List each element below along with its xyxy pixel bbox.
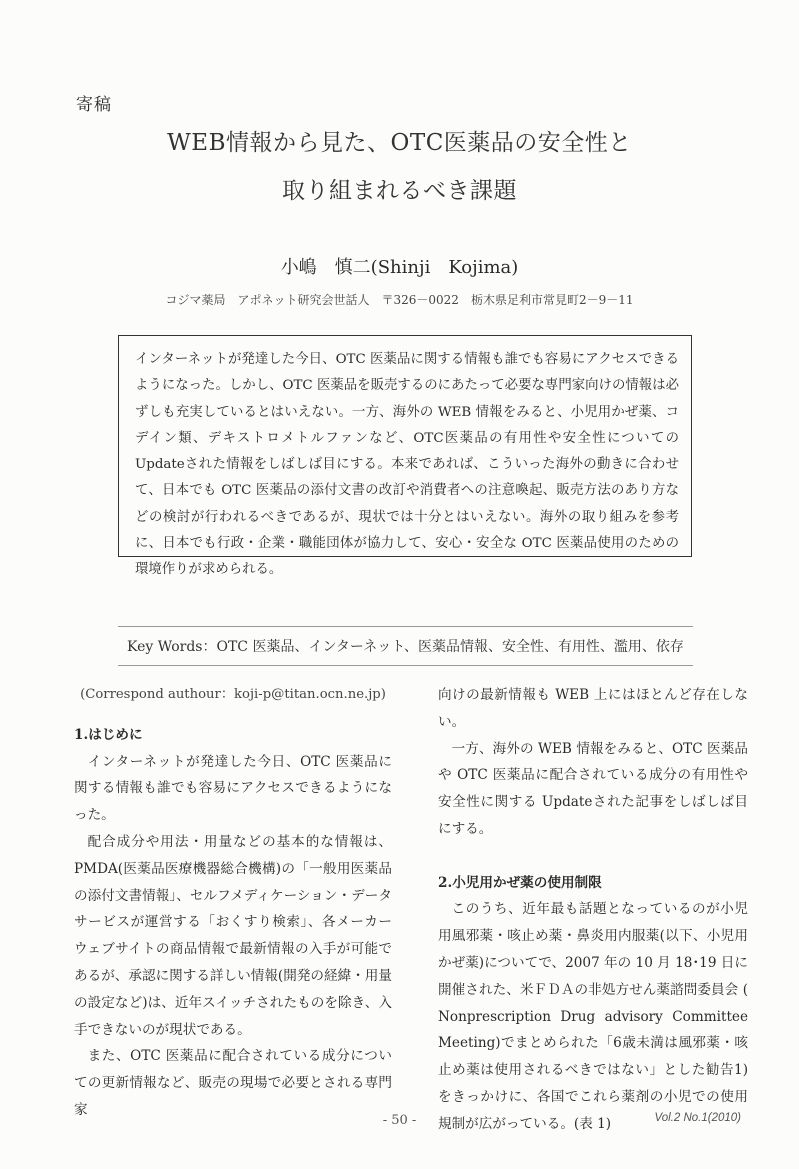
left-column: [74, 682, 392, 1124]
paragraph: 向けの最新情報も WEB 上にはほとんど存在しない。: [438, 687, 748, 730]
paragraph: また、OTC 医薬品に配合されている成分についての更新情報など、販売の現場で必要とされる専門家: [74, 1048, 392, 1118]
paragraph: 配合成分や用法・用量などの基本的な情報は、PMDA(医薬品医療機器総合機構)の「一般用医薬品の添付文書情報」、セルフメディケーション・データサービスが運営する「おくすり検索」、各メーカーウェブサイトの商品情報で最新情報の入手が可能であるが、承認に関する詳しい情報(開発の経緯・用量の設定など)は、近年スイッチされたものを除き、入手できないのが現状である。: [74, 833, 392, 1038]
abstract-box: [118, 335, 692, 578]
paragraph: インターネットが発達した今日、OTC 医薬品に関する情報も誰でも容易にアクセスできるようになった。: [74, 753, 392, 824]
keywords-bottom-rule: [118, 665, 693, 666]
keywords: Key Words：OTC 医薬品、インターネット、医薬品情報、安全性、有用性、濫用、依存: [127, 639, 684, 655]
article-title-line2: 取り組まれるべき課題: [282, 178, 517, 204]
paragraph: 一方、海外の WEB 情報をみると、OTC 医薬品や OTC 医薬品に配合されている成分の有用性や安全性に関する Updateされた記事をしばしば目にする。: [438, 740, 748, 837]
section-heading-pediatric-cold-medicine: 2.小児用かぜ薬の使用制限: [438, 874, 602, 891]
article-category: 寄稿: [76, 95, 112, 115]
abstract-text: インターネットが発達した今日、OTC 医薬品に関する情報も誰でも容易にアクセスできるようになった。しかし、OTC 医薬品を販売するのにあたって必要な専門家向けの情報は必ずしも充実しているとはいえない。一方、海外の WEB 情報をみると、小児用かぜ薬、コデイン類、デキストロメトルファンなど、OTC医薬品の有用性や安全性についての Updateされた情報をしばしば目にする。本来であれば、こういった海外の動きに合わせて、日本でも OTC 医薬品の添付文書の改訂や消費者への注意喚起、販売方法のあり方などの検討が行われるべきであるが、現状では十分とはいえない。海外の取り組みを参考に、日本でも行政・企業・職能団体が協力して、安心・安全な OTC 医薬品使用のための環境作りが求められる。: [135, 352, 679, 578]
author-name: 小嶋 慎二(Shinji Kojima): [280, 257, 519, 278]
corresponding-author-email: (Correspond authour：koji-p@titan.ocn.ne.jp): [80, 687, 386, 702]
author-affiliation: コジマ薬局 アポネット研究会世話人 〒326－0022 栃木県足利市常見町2－9－11: [165, 293, 634, 307]
section-heading-introduction: 1.はじめに: [74, 726, 143, 743]
keywords-top-rule: [118, 626, 693, 627]
volume-info: Vol.2 No.1(2010): [654, 1112, 741, 1124]
article-title-line1: WEB情報から見た、OTC医薬品の安全性と: [167, 130, 632, 156]
paragraph: このうち、近年最も話題となっているのが小児用風邪薬・咳止め薬・鼻炎用内服薬(以下、小児用かぜ薬)についてで、2007 年の 10 月 18･19 日に開催された、米ＦＤＡの非処方せん薬諮問委員会 ( Nonprescription Drug advisory Committee Meeting)でまとめられた「6歳未満は風邪薬・咳止め薬は使用されるべきではない」とした勧告1)をきっかけに、各国でこれら薬剤の小児での使用規制が広がっている。(表 1): [438, 901, 748, 1132]
page-number: - 50 -: [382, 1113, 417, 1128]
right-column: [438, 682, 748, 1138]
